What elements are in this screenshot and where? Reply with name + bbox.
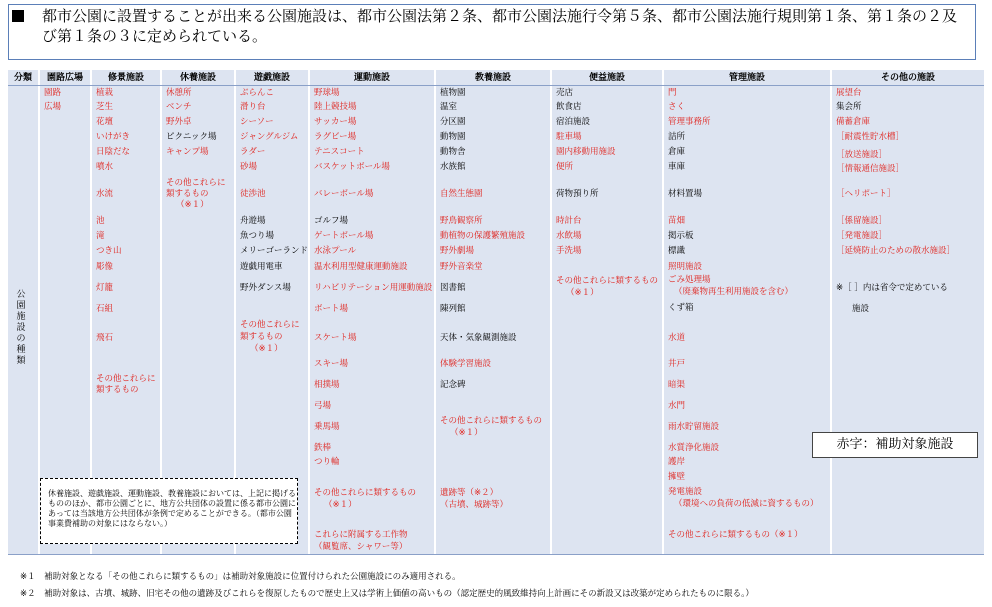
- col-header-undo: 運動施設: [353, 73, 390, 83]
- list-item: さく: [668, 102, 686, 112]
- list-item: 滑り台: [240, 102, 266, 112]
- list-item: 材料置場: [668, 189, 703, 199]
- list-item: 植物園: [440, 88, 466, 98]
- list-item: 分区園: [440, 117, 466, 127]
- list-item: ぶらんこ: [240, 88, 275, 98]
- table-bottom-border: [8, 554, 984, 555]
- list-item: ［ヘリポート］: [836, 189, 896, 199]
- col-header-benki: 便益施設: [588, 73, 625, 83]
- list-item: （※１）: [450, 428, 483, 438]
- list-item: 鉄棒: [314, 443, 332, 453]
- list-item: 陸上競技場: [314, 102, 357, 112]
- list-item: 施設: [852, 304, 870, 314]
- list-item: 噴水: [96, 162, 114, 172]
- list-item: 池: [96, 216, 105, 226]
- list-item: 倉庫: [668, 147, 686, 157]
- col-header-shukei: 修景施設: [107, 73, 144, 83]
- list-item: ［延焼防止のための散水施設］: [836, 246, 956, 256]
- list-item: 休憩所: [166, 88, 192, 98]
- list-item: 動物園: [440, 132, 466, 142]
- list-item: 井戸: [668, 359, 686, 369]
- list-item: （古墳、城跡等）: [440, 500, 509, 510]
- list-item: 動植物の保護繁殖施設: [440, 231, 526, 241]
- list-item: 売店: [556, 88, 574, 98]
- list-item: 園路: [44, 88, 62, 98]
- list-item: 展望台: [836, 88, 862, 98]
- list-item: ラダー: [240, 147, 266, 157]
- list-item: その他これらに: [96, 374, 156, 384]
- list-item: その他これらに: [166, 178, 226, 188]
- list-item: （※１）: [250, 344, 283, 354]
- list-item: 飲食店: [556, 102, 582, 112]
- list-item: 野外音楽堂: [440, 262, 483, 272]
- list-item: 暗渠: [668, 380, 686, 390]
- list-item: 野外劇場: [440, 246, 475, 256]
- list-item: ［放送施設］: [836, 150, 888, 160]
- list-item: ［耐震性貯水槽］: [836, 132, 905, 142]
- list-item: 水門: [668, 401, 686, 411]
- list-item: バスケットボール場: [314, 162, 390, 172]
- list-item: 自然生態園: [440, 189, 483, 199]
- list-item: 掲示板: [668, 231, 694, 241]
- list-item: 温室: [440, 102, 458, 112]
- list-item: 花壇: [96, 117, 114, 127]
- list-item: 車庫: [668, 162, 686, 172]
- list-item: 陳列館: [440, 304, 466, 314]
- list-item: ゴルフ場: [314, 216, 349, 226]
- list-item: 水質浄化施設: [668, 443, 720, 453]
- list-item: ボート場: [314, 304, 349, 314]
- list-item: これらに附属する工作物: [314, 530, 408, 540]
- list-item: 魚つり場: [240, 231, 275, 241]
- list-item: ごみ処理場: [668, 275, 711, 285]
- list-item: （※１）: [566, 288, 599, 298]
- list-item: テニスコート: [314, 147, 365, 157]
- col-header-bunrui: 分類: [13, 73, 32, 83]
- list-item: 荷物預り所: [556, 189, 599, 199]
- list-item: 管理事務所: [668, 117, 711, 127]
- list-item: 護岸: [668, 457, 686, 467]
- list-item: ピクニック場: [166, 132, 217, 142]
- list-item: 記念碑: [440, 380, 466, 390]
- col-header-kanri: 管理施設: [728, 73, 765, 83]
- list-item: ※［ ］内は省令で定めている: [836, 283, 948, 293]
- list-item: 手洗場: [556, 246, 582, 256]
- list-item: 石組: [96, 304, 114, 314]
- list-item: 便所: [556, 162, 574, 172]
- list-item: その他これらに類するもの（※１）: [668, 530, 803, 540]
- list-item: 灯籠: [96, 283, 114, 293]
- list-item: 飛石: [96, 333, 114, 343]
- list-item: スキー場: [314, 359, 349, 369]
- list-item: つき山: [96, 246, 122, 256]
- list-item: バレーボール場: [314, 189, 374, 199]
- list-item: 動物舎: [440, 147, 466, 157]
- list-item: その他これらに: [240, 320, 300, 330]
- list-item: 擁壁: [668, 472, 686, 482]
- list-item: 彫像: [96, 262, 114, 272]
- list-item: その他これらに類するもの: [556, 276, 659, 286]
- list-item: 苗畑: [668, 216, 686, 226]
- list-item: 水道: [668, 333, 686, 343]
- list-item: 滝: [96, 231, 105, 241]
- list-item: その他これらに類するもの: [314, 488, 417, 498]
- list-item: ジャングルジム: [240, 132, 299, 142]
- list-item: 発電施設: [668, 487, 703, 497]
- list-item: 舟遊場: [240, 216, 266, 226]
- list-item: 水泳プール: [314, 246, 357, 256]
- list-item: つり輪: [314, 457, 340, 467]
- list-item: いけがき: [96, 132, 131, 142]
- list-item: 野外卓: [166, 117, 192, 127]
- list-item: 雨水貯留施設: [668, 422, 720, 432]
- col-header-sonota: その他の施設: [880, 73, 935, 83]
- list-item: 野球場: [314, 88, 340, 98]
- list-item: 水流: [96, 189, 114, 199]
- list-item: 天体・気象観測施設: [440, 333, 517, 343]
- list-item: キャンプ場: [166, 147, 209, 157]
- list-item: 門: [668, 88, 677, 98]
- list-item: ［発電施設］: [836, 231, 888, 241]
- list-item: スケート場: [314, 333, 357, 343]
- list-item: 相撲場: [314, 380, 340, 390]
- list-item: 詰所: [668, 132, 686, 142]
- list-item: 照明施設: [668, 262, 703, 272]
- list-item: 標識: [668, 246, 686, 256]
- list-item: 備蓄倉庫: [836, 117, 871, 127]
- list-item: 野鳥観察所: [440, 216, 483, 226]
- col-header-enro: 園路広場: [46, 73, 83, 83]
- footnote-1: ※１ 補助対象となる「その他これらに類するもの」は補助対象施設に位置付けられた公園施設にのみ適用される。: [20, 572, 461, 582]
- list-item: 園内移動用施設: [556, 147, 616, 157]
- footnote-2: ※２ 補助対象は、古墳、城跡、旧宅その他の遺跡及びこれらを復原したもので歴史上又は学術上価値の高いもの（認定歴史的風致維持向上計画にその新設又は改築が定められたものに限る。）: [20, 589, 754, 599]
- dashed-note-text: 休養施設、遊戯施設、運動施設、教養施設においては、上記に掲げるもののほか、都市公園ごとに、地方公共団体の設置に係る都市公園にあっては当該地方公共団体が条例で定めることができる。（都市公園事業費補助の対象にはならない。）: [48, 489, 296, 528]
- list-item: 水飲場: [556, 231, 582, 241]
- list-item: （※１）: [324, 500, 357, 510]
- list-item: （観覧席、シャワー等）: [314, 542, 408, 552]
- list-item: その他これらに類するもの: [440, 416, 543, 426]
- list-item: 図書館: [440, 283, 466, 293]
- list-item: 遊戯用電車: [240, 262, 283, 272]
- list-item: ［情報通信施設］: [836, 164, 905, 174]
- list-item: 水族館: [440, 162, 466, 172]
- list-item: （廃棄物再生利用施設を含む）: [674, 287, 794, 297]
- header-divider: [8, 85, 984, 86]
- category-label: 公園施設の種類: [16, 290, 26, 366]
- list-item: サッカー場: [314, 117, 357, 127]
- list-item: メリーゴーランド: [240, 246, 309, 256]
- list-item: 駐車場: [556, 132, 582, 142]
- list-item: ラグビー場: [314, 132, 357, 142]
- list-item: 類するもの: [96, 385, 139, 395]
- col-header-kyuyo: 休養施設: [179, 73, 216, 83]
- list-item: 日陰だな: [96, 147, 131, 157]
- legend-box: 赤字：補助対象施設: [812, 432, 978, 458]
- list-item: （※１）: [176, 200, 209, 210]
- list-item: 類するもの: [240, 332, 283, 342]
- list-item: 時計台: [556, 216, 582, 226]
- list-item: リハビリテーション用運動施設: [314, 283, 433, 293]
- list-item: 広場: [44, 102, 62, 112]
- list-item: 野外ダンス場: [240, 283, 291, 293]
- list-item: 類するもの: [166, 189, 209, 199]
- list-item: ベンチ: [166, 102, 192, 112]
- list-item: 乗馬場: [314, 422, 340, 432]
- col-header-kyoyo: 教養施設: [474, 73, 511, 83]
- list-item: 体験学習施設: [440, 359, 492, 369]
- list-item: くず箱: [668, 303, 694, 313]
- list-item: 徒渉池: [240, 189, 266, 199]
- list-item: 宿泊施設: [556, 117, 591, 127]
- list-item: （環境への負荷の低減に資するもの）: [674, 499, 819, 509]
- list-item: 弓場: [314, 401, 332, 411]
- bullet-square-icon: [12, 10, 24, 22]
- header-text: 都市公園に設置することが出来る公園施設は、都市公園法第２条、都市公園法施行令第５条、都市公園法施行規則第１条、第１条の２及び第１条の３に定められている。: [42, 7, 958, 45]
- list-item: シーソー: [240, 117, 274, 127]
- list-item: 芝生: [96, 102, 114, 112]
- list-item: 温水利用型健康運動施設: [314, 262, 408, 272]
- list-item: ゲートボール場: [314, 231, 374, 241]
- list-item: 遺跡等（※２）: [440, 488, 499, 498]
- list-item: ［係留施設］: [836, 216, 888, 226]
- list-item: 植栽: [96, 88, 114, 98]
- col-header-yugi: 遊戯施設: [253, 73, 290, 83]
- list-item: 集会所: [836, 102, 862, 112]
- list-item: 砂場: [240, 162, 258, 172]
